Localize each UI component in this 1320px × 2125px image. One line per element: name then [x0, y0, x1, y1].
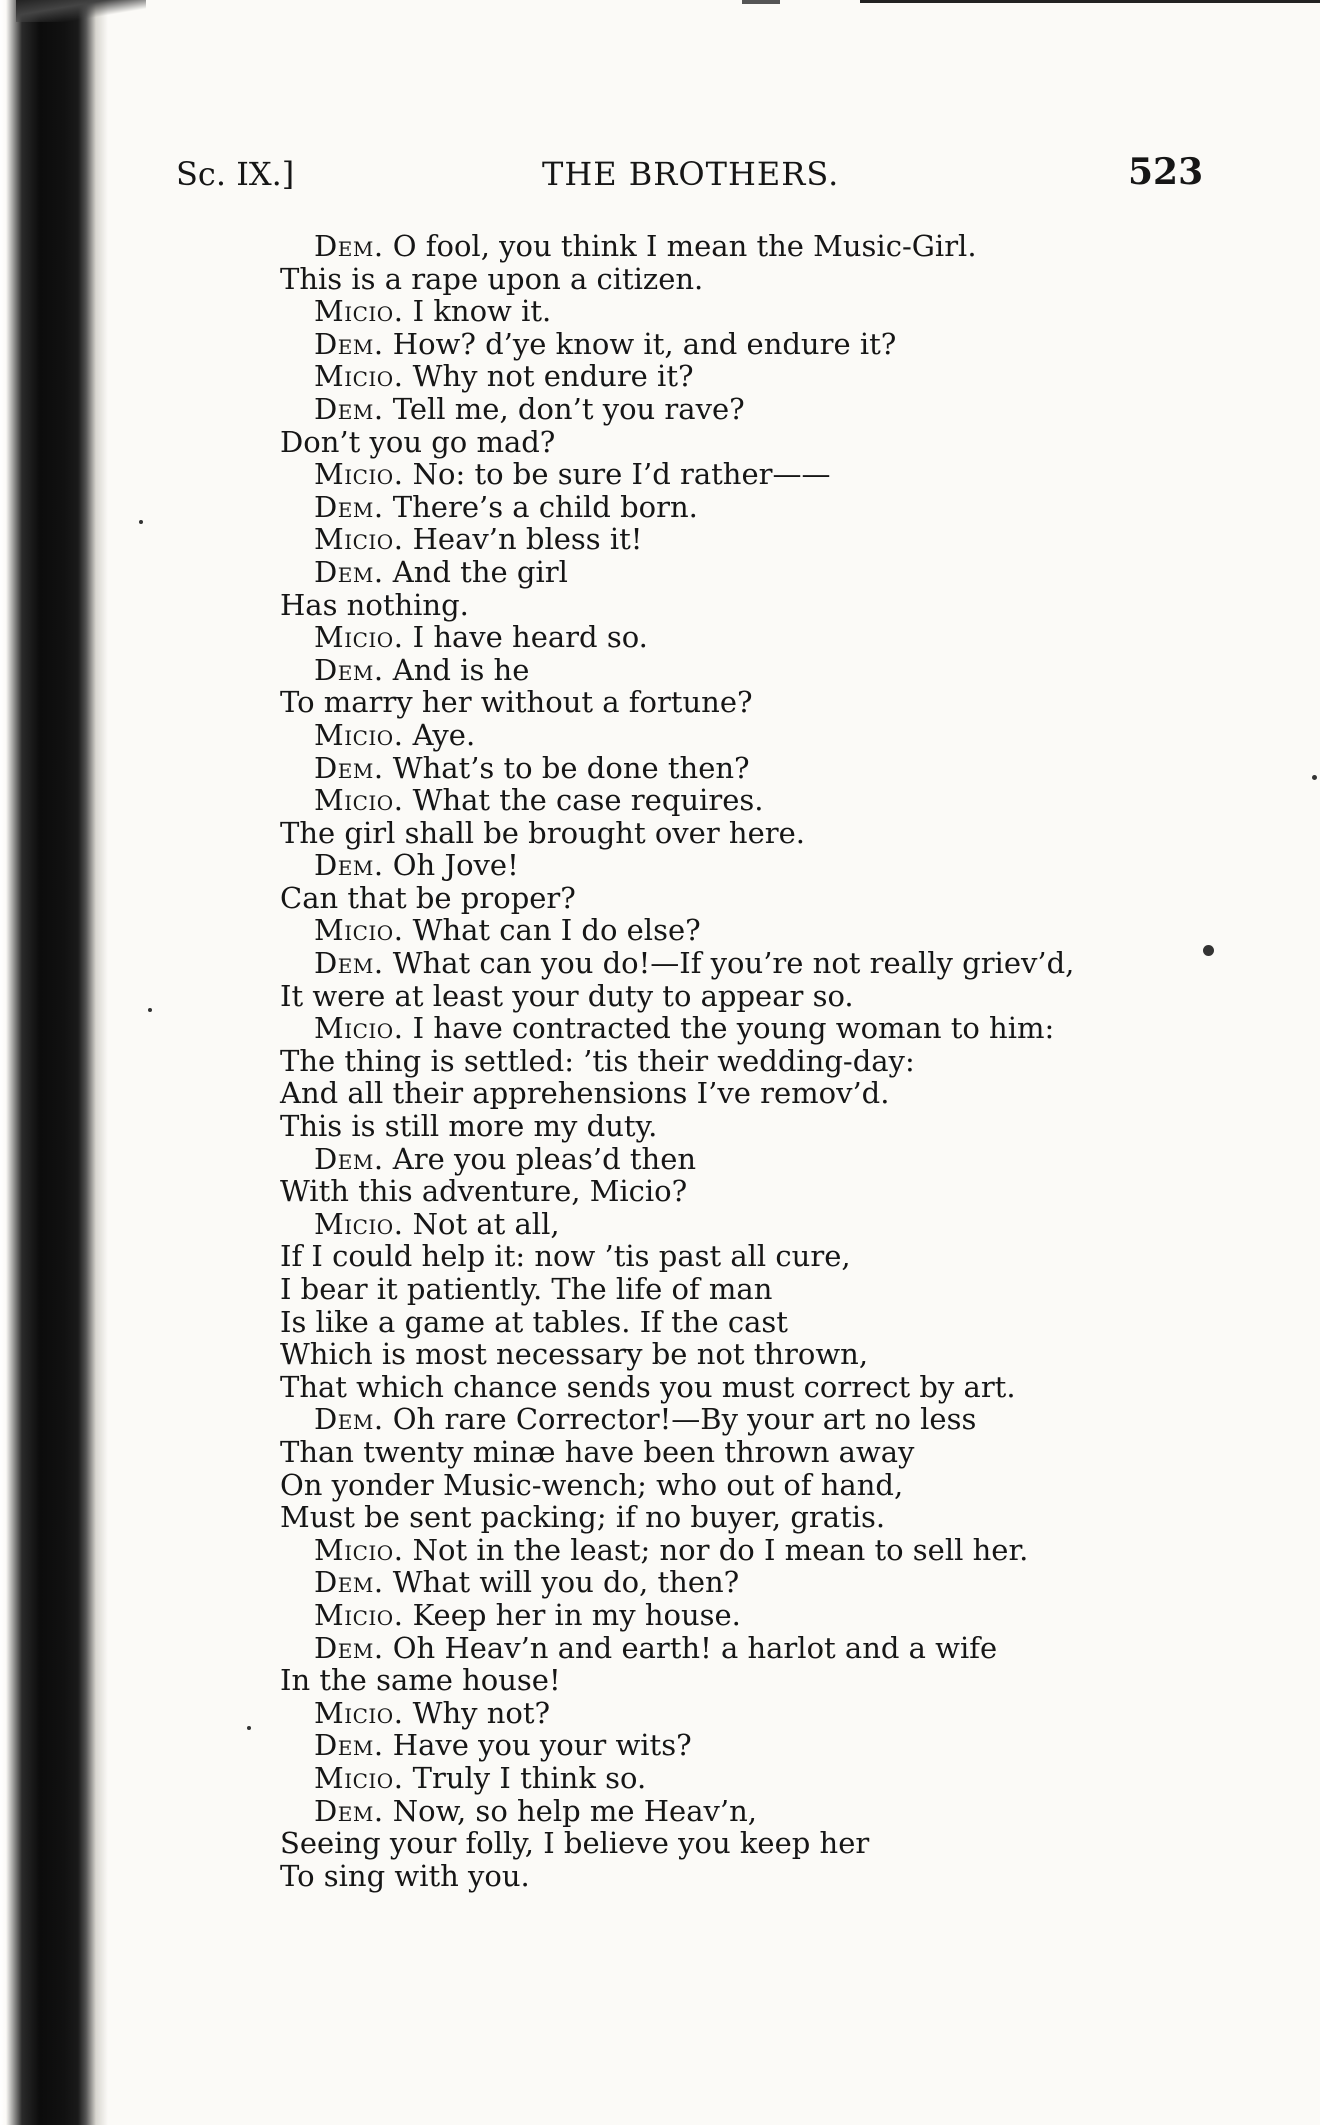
line-text: What the case requires.	[403, 783, 764, 818]
speaker-name: Dem.	[314, 750, 384, 785]
verse-line	[280, 1175, 1240, 1208]
line-text: Heav’n bless it!	[403, 522, 643, 557]
page-number: 523	[1128, 151, 1204, 193]
verse-line	[280, 1306, 1240, 1339]
speaker-name: Dem.	[314, 391, 384, 426]
line-text: I have heard so.	[403, 620, 648, 655]
binding-corner-shadow	[16, 0, 146, 22]
speech-line	[280, 1143, 1240, 1176]
line-text: To marry her without a fortune?	[280, 685, 753, 720]
speech-line	[280, 1632, 1240, 1665]
speaker-name: Micio.	[314, 620, 404, 655]
verse-line	[280, 1827, 1240, 1860]
line-text: What will you do, then?	[383, 1565, 740, 1600]
speck-mark	[247, 1726, 251, 1730]
verse-line	[280, 1338, 1240, 1371]
verse-line	[280, 1501, 1240, 1534]
line-text: I know it.	[403, 294, 552, 329]
speech-line	[280, 523, 1240, 556]
line-text: Have you your wits?	[383, 1728, 692, 1763]
speech-line	[280, 1403, 1240, 1436]
line-text: And the girl	[383, 554, 568, 589]
play-text	[280, 230, 1240, 1892]
verse-line	[280, 1240, 1240, 1273]
speaker-name: Micio.	[314, 359, 404, 394]
speaker-name: Micio.	[314, 1011, 404, 1046]
speaker-name: Micio.	[314, 294, 404, 329]
speaker-name: Dem.	[314, 652, 384, 687]
line-text: On yonder Music-wench; who out of hand,	[280, 1467, 904, 1502]
verse-line	[280, 1045, 1240, 1078]
speck-mark	[139, 520, 143, 524]
verse-line	[280, 1664, 1240, 1697]
top-edge-rule	[860, 0, 1320, 3]
verse-line	[280, 1469, 1240, 1502]
speck-mark	[148, 1008, 152, 1012]
speaker-name: Micio.	[314, 717, 404, 752]
line-text: Don’t you go mad?	[280, 424, 556, 459]
line-text: Truly I think so.	[403, 1760, 647, 1795]
speaker-name: Dem.	[314, 326, 384, 361]
line-text: Keep her in my house.	[403, 1597, 741, 1632]
line-text: What can I do else?	[403, 913, 701, 948]
line-text: With this adventure, Micio?	[280, 1174, 688, 1209]
speaker-name: Dem.	[314, 1793, 384, 1828]
running-title: THE BROTHERS.	[542, 155, 840, 193]
speech-line	[280, 1762, 1240, 1795]
line-text: O fool, you think I mean the Music-Girl.	[383, 229, 977, 263]
line-text: Is like a game at tables. If the cast	[280, 1304, 788, 1339]
speaker-name: Micio.	[314, 522, 404, 557]
speech-line	[280, 752, 1240, 785]
speech-line	[280, 1566, 1240, 1599]
speech-line	[280, 393, 1240, 426]
speech-line	[280, 1599, 1240, 1632]
speaker-name: Micio.	[314, 457, 404, 492]
speaker-name: Micio.	[314, 1206, 404, 1241]
line-text: Seeing your folly, I believe you keep her	[280, 1826, 870, 1861]
line-text: Oh Jove!	[383, 848, 519, 883]
line-text: That which chance sends you must correct by art.	[280, 1369, 1016, 1404]
line-text: To sing with you.	[280, 1858, 530, 1893]
line-text: What’s to be done then?	[383, 750, 750, 785]
speech-line	[280, 914, 1240, 947]
scene-marker: Sc. IX.]	[176, 155, 295, 193]
line-text: Why not endure it?	[403, 359, 694, 394]
verse-line	[280, 1436, 1240, 1469]
line-text: Tell me, don’t you rave?	[383, 391, 745, 426]
speech-line	[280, 849, 1240, 882]
speech-line	[280, 328, 1240, 361]
verse-line	[280, 1371, 1240, 1404]
verse-line	[280, 980, 1240, 1013]
verse-line	[280, 589, 1240, 622]
line-text: Not in the least; nor do I mean to sell her.	[403, 1532, 1029, 1567]
line-text: This is still more my duty.	[280, 1109, 658, 1144]
line-text: No: to be sure I’d rather——	[403, 457, 831, 492]
line-text: There’s a child born.	[383, 489, 698, 524]
speech-line	[280, 719, 1240, 752]
speech-line	[280, 1534, 1240, 1567]
book-binding-shadow	[0, 0, 108, 2125]
line-text: Must be sent packing; if no buyer, gratis.	[280, 1500, 886, 1535]
speech-line	[280, 458, 1240, 491]
line-text: Which is most necessary be not thrown,	[280, 1337, 869, 1372]
line-text: Has nothing.	[280, 587, 469, 622]
speech-line	[280, 295, 1240, 328]
line-text: If I could help it: now ’tis past all cure,	[280, 1239, 851, 1274]
line-text: I have contracted the young woman to him:	[403, 1011, 1055, 1046]
line-text: Aye.	[403, 717, 476, 752]
speaker-name: Micio.	[314, 913, 404, 948]
line-text: Not at all,	[403, 1206, 560, 1241]
speech-line	[280, 621, 1240, 654]
line-text: Oh Heav’n and earth! a harlot and a wife	[383, 1630, 998, 1665]
line-text: How? d’ye know it, and endure it?	[383, 326, 897, 361]
line-text: Can that be proper?	[280, 880, 576, 915]
speck-mark	[1203, 945, 1214, 956]
speaker-name: Micio.	[314, 1760, 404, 1795]
speech-line	[280, 947, 1240, 980]
line-text: Are you pleas’d then	[383, 1141, 697, 1176]
speck-mark	[1312, 775, 1317, 780]
speech-line	[280, 1697, 1240, 1730]
line-text: The thing is settled: ’tis their wedding-day:	[280, 1043, 915, 1078]
line-text: It were at least your duty to appear so.	[280, 978, 854, 1013]
running-header	[0, 151, 1320, 205]
speaker-name: Micio.	[314, 783, 404, 818]
line-text: I bear it patiently. The life of man	[280, 1272, 773, 1306]
verse-line	[280, 1860, 1240, 1893]
speaker-name: Dem.	[314, 946, 384, 981]
speaker-name: Dem.	[314, 229, 384, 263]
speaker-name: Dem.	[314, 1402, 384, 1437]
speech-line	[280, 784, 1240, 817]
line-text: And all their apprehensions I’ve remov’d.	[280, 1076, 890, 1111]
speaker-name: Dem.	[314, 1630, 384, 1665]
speech-line	[280, 1795, 1240, 1828]
speaker-name: Dem.	[314, 1141, 384, 1176]
speech-line	[280, 360, 1240, 393]
speech-line	[280, 230, 1240, 263]
verse-line	[280, 1273, 1240, 1306]
speaker-name: Micio.	[314, 1532, 404, 1567]
speaker-name: Dem.	[314, 848, 384, 883]
speaker-name: Dem.	[314, 554, 384, 589]
line-text: What can you do!—If you’re not really griev’d,	[383, 946, 1075, 981]
scan-mark	[742, 0, 780, 4]
speech-line	[280, 491, 1240, 524]
verse-line	[280, 1110, 1240, 1143]
speaker-name: Dem.	[314, 1565, 384, 1600]
speech-line	[280, 1729, 1240, 1762]
verse-line	[280, 263, 1240, 296]
speech-line	[280, 654, 1240, 687]
line-text: And is he	[383, 652, 530, 687]
verse-line	[280, 817, 1240, 850]
verse-line	[280, 426, 1240, 459]
speaker-name: Dem.	[314, 489, 384, 524]
speaker-name: Micio.	[314, 1695, 404, 1730]
verse-line	[280, 686, 1240, 719]
speech-line	[280, 1012, 1240, 1045]
speech-line	[280, 1208, 1240, 1241]
line-text: The girl shall be brought over here.	[280, 815, 806, 850]
speaker-name: Micio.	[314, 1597, 404, 1632]
line-text: Than twenty minæ have been thrown away	[280, 1434, 915, 1469]
line-text: This is a rape upon a citizen.	[280, 261, 704, 296]
line-text: Why not?	[403, 1695, 551, 1730]
speech-line	[280, 556, 1240, 589]
verse-line	[280, 1077, 1240, 1110]
line-text: Oh rare Corrector!—By your art no less	[383, 1402, 977, 1437]
verse-line	[280, 882, 1240, 915]
line-text: In the same house!	[280, 1663, 561, 1698]
speaker-name: Dem.	[314, 1728, 384, 1763]
line-text: Now, so help me Heav’n,	[383, 1793, 758, 1828]
